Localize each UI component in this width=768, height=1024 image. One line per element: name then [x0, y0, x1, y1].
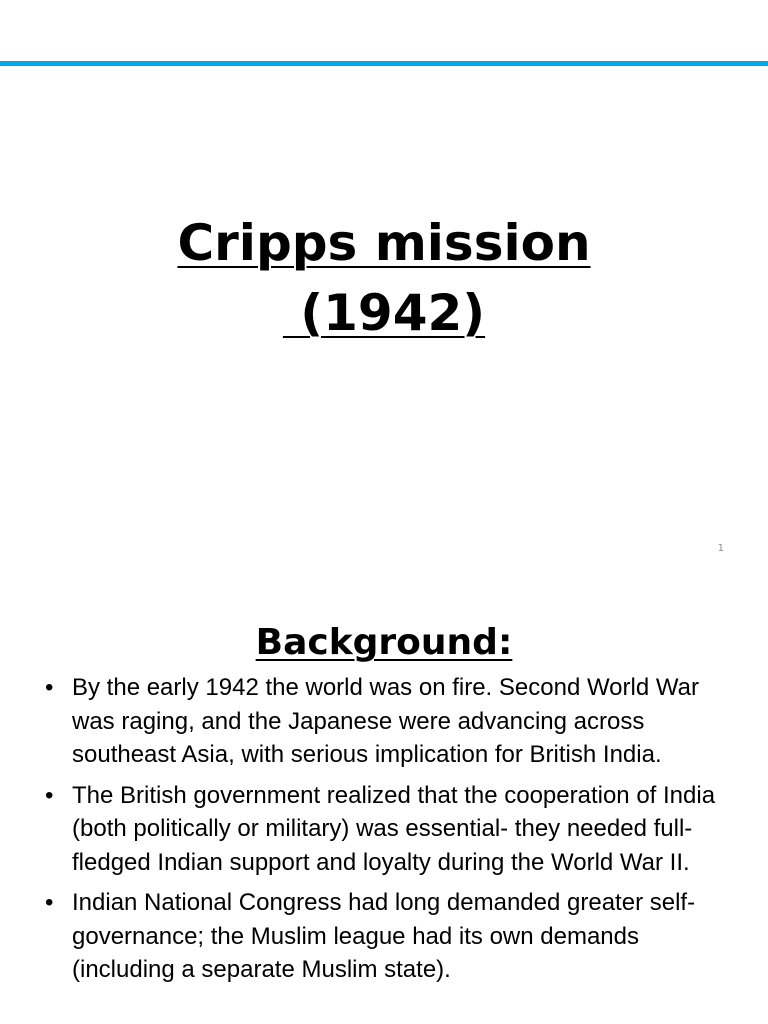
- section-heading: Background:: [255, 622, 513, 663]
- header-accent-line: [0, 61, 768, 66]
- bullet-text: The British government realized that the cooperation of India (both politically or military) was essential- they needed full-fledged Indian support and loyalty during the World War II.: [72, 781, 716, 876]
- bullet-text: Indian National Congress had long demanded greater self-governance; the Muslim league had its own demands (including a separate Muslim state).: [72, 889, 696, 983]
- bullet-icon: •: [45, 674, 54, 701]
- slide-title: [0, 208, 768, 348]
- slide-number: 1: [717, 543, 724, 554]
- bullet-item: [45, 779, 735, 880]
- bullet-list: [45, 671, 735, 994]
- bullet-icon: •: [45, 889, 54, 916]
- bullet-text: By the early 1942 the world was on fire. Second World War was raging, and the Japanese were advancing across southeast Asia, with serious implication for British India.: [72, 674, 699, 768]
- slide-title-line-1: Cripps mission: [177, 214, 591, 272]
- bullet-icon: •: [45, 781, 54, 809]
- bullet-item: [45, 886, 735, 987]
- bullet-item: [45, 671, 735, 772]
- slide-title-line-2: (1942): [282, 284, 486, 342]
